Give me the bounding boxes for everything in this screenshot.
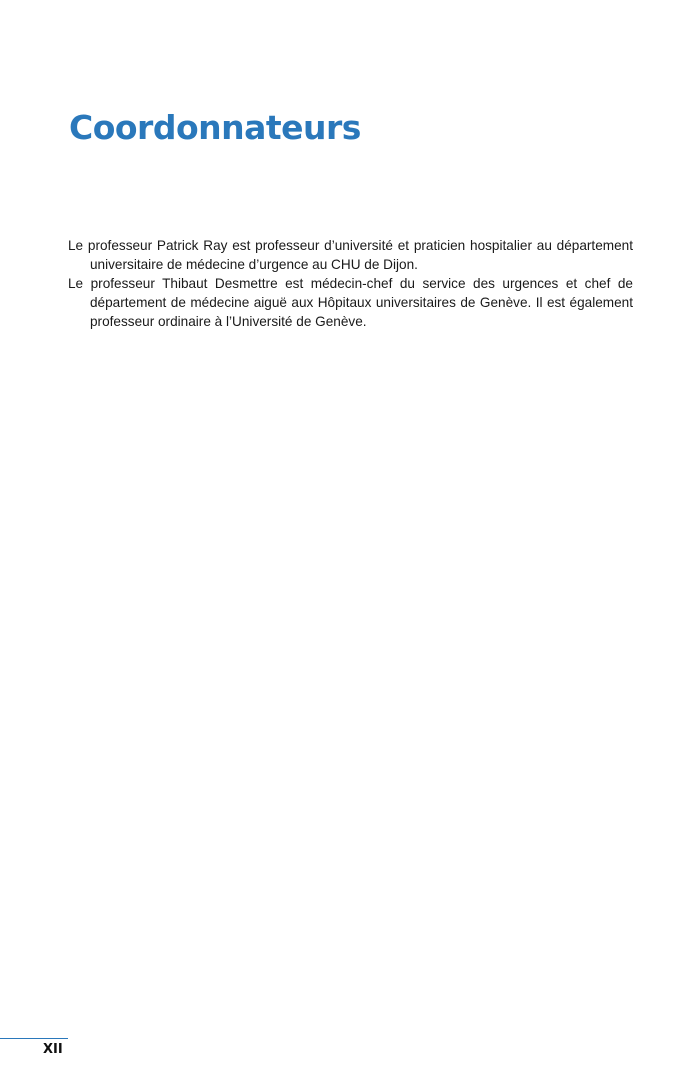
coordinator-entry-thibaut-desmettre: Le professeur Thibaut Desmettre est médecin-chef du service des urgences et chef de département de médecine aiguë aux Hôpitaux universitaires de Genève. Il est également professeur ordinaire à l’Université de Genève. <box>68 276 633 329</box>
coordinators-list <box>68 236 633 331</box>
coordinator-entry-patrick-ray: Le professeur Patrick Ray est professeur d’université et praticien hospitalier au département universitaire de médecine d’urgence au CHU de Dijon. <box>68 238 633 272</box>
footer-rule <box>0 1038 68 1039</box>
page-title: Coordonnateurs <box>69 108 361 147</box>
page-number: XII <box>43 1042 63 1057</box>
